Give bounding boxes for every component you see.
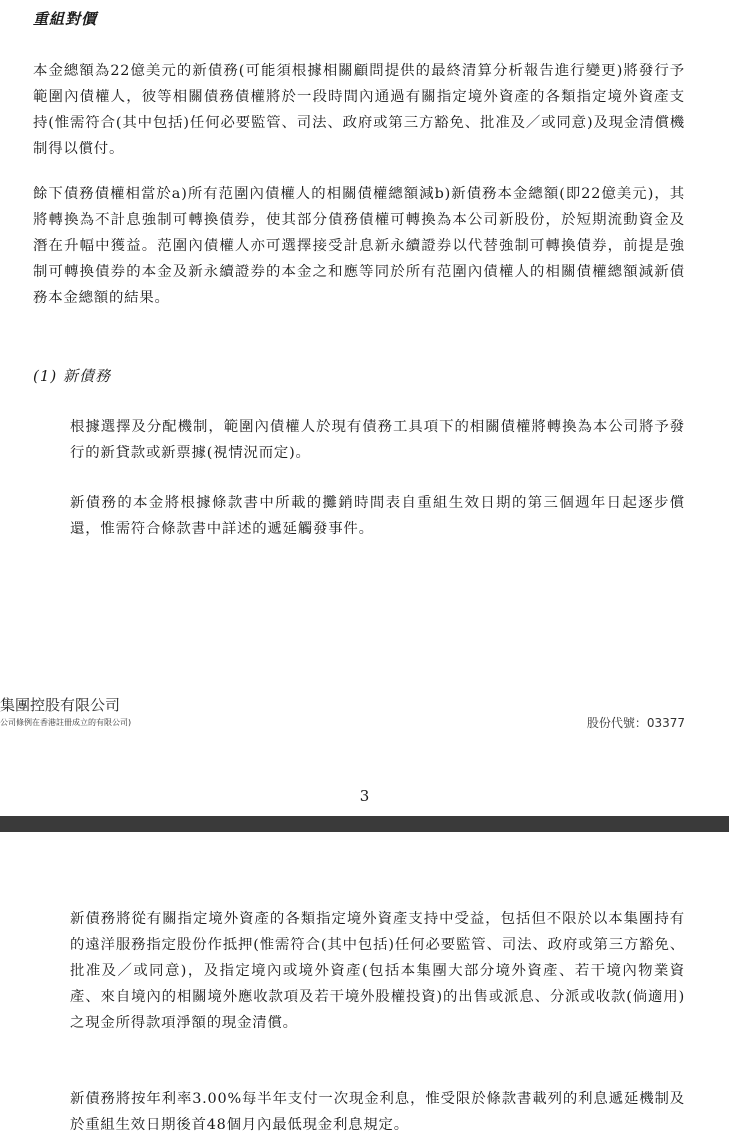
document-page-2 (0, 832, 729, 1145)
subsection-heading-new-debt: (1) 新債務 (33, 367, 112, 385)
paragraph-amortization: 新債務的本金將根據條款書中所載的攤銷時間表自重組生效日期的第三個週年日起逐步償還，惟需符合條款書中詳述的遞延觸發事件。 (70, 495, 685, 537)
paragraph-allocation-mechanism: 根據選擇及分配機制，範圍內債權人於現有債務工具項下的相關債權將轉換為本公司將予發行的新貸款或新票據(視情況而定)。 (70, 419, 685, 461)
paragraph-new-debt-issuance: 本金總額為22億美元的新債務(可能須根據相關顧問提供的最終清算分析報告進行變更)將發行予範圍內債權人，彼等相關債務債權將於一段時間內通過有關指定境外資產的各類指定境外資產支持(惟需符合(其中包括)任何必要監管、司法、政府或第三方豁免、批准及／或同意)及現金清償機制得以償付。 (33, 63, 685, 157)
footer-stock-code: 股份代號：03377 (586, 716, 685, 730)
page-number: 3 (359, 787, 370, 805)
paragraph-interest-rate: 新債務將按年利率3.00%每半年支付一次現金利息，惟受限於條款書載列的利息遞延機制及於重組生效日期後首48個月內最低現金利息規定。 (70, 1091, 685, 1133)
footer-incorporation-note: 公司條例在香港註冊成立的有限公司) (0, 718, 132, 727)
section-heading: 重組對價 (33, 10, 98, 28)
paragraph-remaining-claims: 餘下債務債權相當於a)所有范圍內債權人的相關債權總額減b)新債務本金總額(即22億美元)，其將轉換為不計息強制可轉換債券，使其部分債務債權可轉換為本公司新股份，於短期流動資金及潛在升幅中獲益。范圍內債權人亦可選擇接受計息新永續證券以代替強制可轉換債券，前提是強制可轉換債券的本金及新永續證券的本金之和應等同於所有范圍內債權人的相關債權總額減新債務本金總額的結果。 (33, 186, 685, 306)
page-separator (0, 816, 729, 832)
footer-company-name: 集團控股有限公司 (0, 696, 121, 714)
paragraph-asset-support: 新債務將從有關指定境外資產的各類指定境外資產支持中受益，包括但不限於以本集團持有的遠洋服務指定股份作抵押(惟需符合(其中包括)任何必要監管、司法、政府或第三方豁免、批准及／或同意)，及指定境內或境外資產(包括本集團大部分境外資產、若干境內物業資產、來自境內的相關境外應收款項及若干境外股權投資)的出售或派息、分派或收款(倘適用)之現金所得款項淨額的現金清償。 (70, 911, 685, 1031)
